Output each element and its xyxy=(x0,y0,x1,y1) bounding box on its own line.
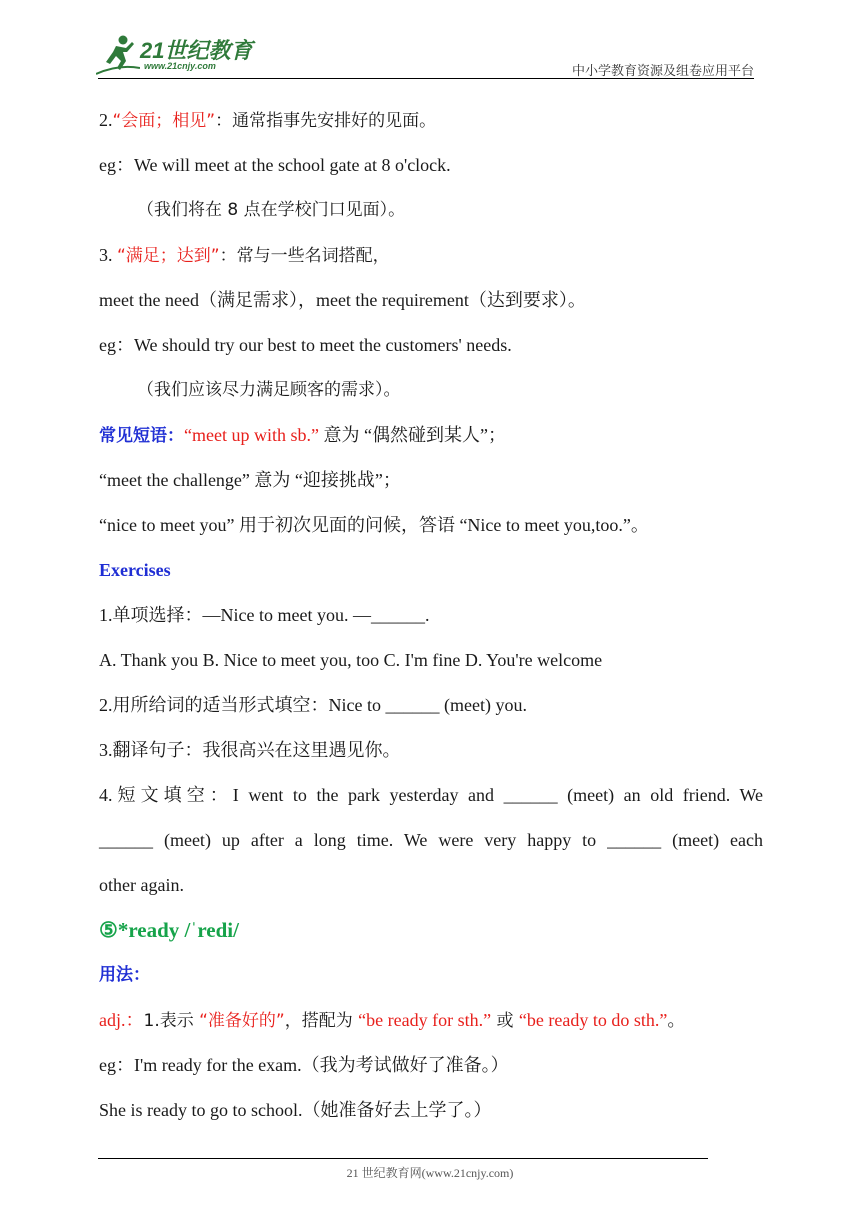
logo xyxy=(96,34,266,78)
page-header xyxy=(0,0,860,90)
exercise-3: 3.翻译句子：我很高兴在这里遇见你。 xyxy=(99,740,401,760)
translation-1: （我们将在 8 点在学校门口见面）。 xyxy=(137,200,406,220)
example-1: eg：We will meet at the school gate at 8 o'clock. xyxy=(99,155,451,175)
exercise-4-line-3: other again. xyxy=(99,875,184,895)
footer-divider xyxy=(98,1158,708,1159)
translation-2: （我们应该尽力满足顾客的需求）。 xyxy=(137,380,401,400)
common-phrases: 常见短语：“meet up with sb.” 意为 “偶然碰到某人”； xyxy=(99,425,506,446)
phrase-challenge: “meet the challenge” 意为 “迎接挑战”； xyxy=(99,470,401,490)
meaning-3: 3. “满足；达到”：常与一些名词搭配， xyxy=(99,245,390,266)
example-ready-2: She is ready to go to school.（她准备好去上学了。） xyxy=(99,1100,492,1120)
collocations: meet the need（满足需求），meet the requirement（达到要求）。 xyxy=(99,290,586,310)
exercise-4-line-1: 4.短文填空：I went to the park yesterday and ______ (meet) an old friend. We xyxy=(99,785,763,805)
platform-name: 中小学教育资源及组卷应用平台 xyxy=(571,64,754,79)
exercise-2: 2.用所给词的适当形式填空：Nice to ______ (meet) you. xyxy=(99,695,527,715)
logo-main-text: 21世纪教育 xyxy=(140,38,253,63)
header-divider xyxy=(98,78,754,79)
phrase-nice-to-meet: “nice to meet you” 用于初次见面的问候，答语 “Nice to meet you,too.”。 xyxy=(99,515,649,535)
exercise-4-line-2: ______ (meet) up after a long time. We were very happy to ______ (meet) each xyxy=(99,830,763,850)
exercise-1-options: A. Thank you B. Nice to meet you, too C. I'm fine D. You're welcome xyxy=(99,650,603,670)
exercises-heading: Exercises xyxy=(99,560,171,580)
logo-sub-text: www.21cnjy.com xyxy=(144,61,216,71)
runner-logo-icon xyxy=(96,34,140,78)
footer-text: 21 世纪教育网(www.21cnjy.com) xyxy=(346,1166,514,1180)
usage-label: 用法： xyxy=(99,965,150,985)
adj-usage: adj.：1.表示 “准备好的”，搭配为 “be ready for sth.” 或 “be ready to do sth.”。 xyxy=(99,1010,686,1031)
example-2: eg：We should try our best to meet the customers' needs. xyxy=(99,335,512,355)
exercise-1: 1.单项选择：—Nice to meet you. —______. xyxy=(99,605,430,625)
word-heading-ready: ⑤*ready /ˈredi/ xyxy=(99,918,239,942)
meaning-2: 2.“会面；相见”：通常指事先安排好的见面。 xyxy=(99,110,437,131)
example-ready-1: eg：I'm ready for the exam.（我为考试做好了准备。） xyxy=(99,1055,509,1075)
